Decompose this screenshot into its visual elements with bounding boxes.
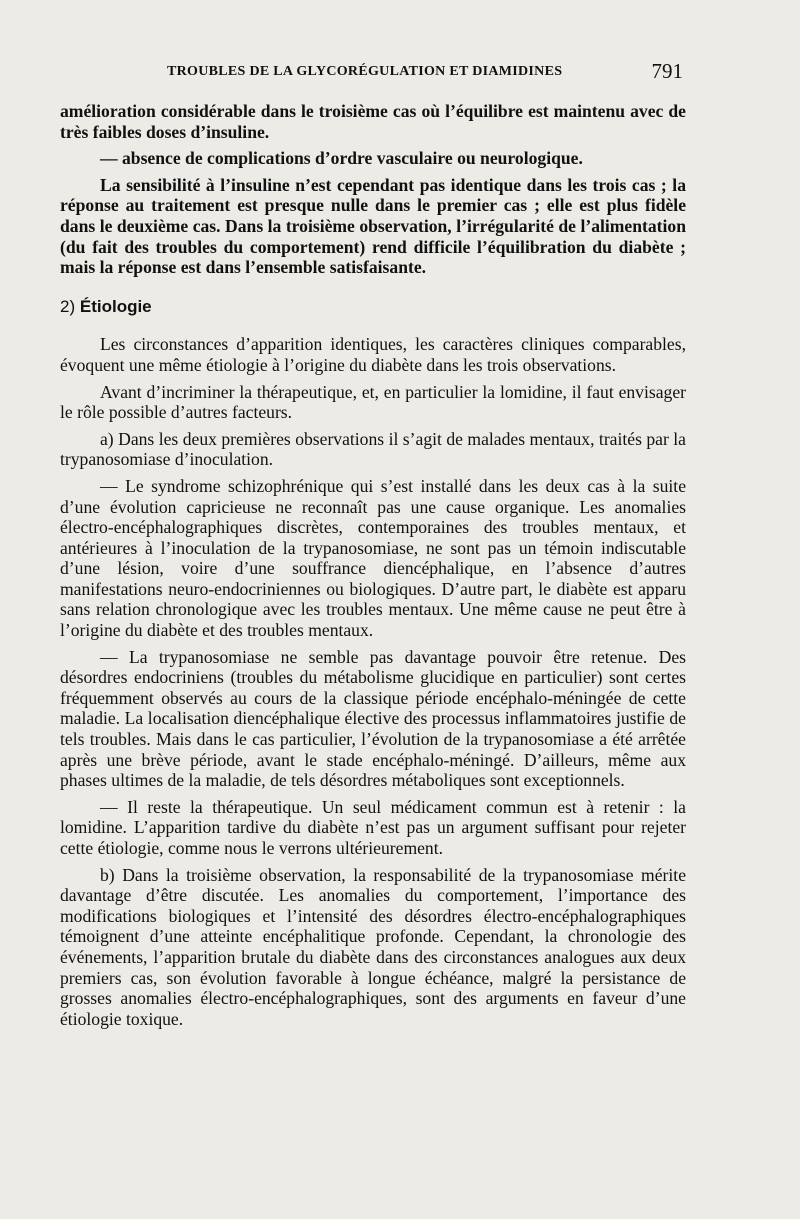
paragraph: Les circonstances d’apparition identiques, les caractères cliniques comparables, évoquent une même étiologie à l’origine du diabète dans les trois observations. [60, 334, 686, 375]
section-number: 2) [60, 296, 76, 316]
paragraph: — La trypanosomiase ne semble pas davantage pouvoir être retenue. Des désordres endocriniens (troubles du métabolisme glucidique en particulier) sont certes fréquemment observés au cours de la classique période encéphalo-méningée de cette maladie. La localisation diencéphalique élective des processus inflammatoires justifie de tels troubles. Mais dans le cas particulier, l’évolution de la trypanosomiase a été arrêtée après une brève période, avant le stade encéphalo-méningé. D’ailleurs, même aux phases ultimes de la maladie, de tels désordres métaboliques sont exceptionnels. [60, 646, 686, 791]
paragraph: amélioration considérable dans le troisième cas où l’équilibre est maintenu avec de très faibles doses d’insuline. [60, 101, 686, 142]
running-head: TROUBLES DE LA GLYCORÉGULATION ET DIAMIDINES [167, 64, 563, 79]
paragraph: — absence de complications d’ordre vasculaire ou neurologique. [100, 148, 583, 169]
section-heading [60, 297, 686, 318]
section-title: Étiologie [79, 296, 152, 316]
paragraph: — Le syndrome schizophrénique qui s’est installé dans les deux cas à la suite d’une évolution capricieuse ne reconnaît pas une cause organique. Les anomalies électro-encéphalographiques discrètes, contemporaines des troubles mentaux, et antérieures à l’inoculation de la trypanosomiase, ne sont pas un témoin indiscutable d’une lésion, voire d’une souffrance diencéphalique, en l’absence d’autres manifestations neuro-endocriniennes ou biologiques. D’autre part, le diabète est apparu sans relation chronologique avec les troubles mentaux. Une même cause ne peut être à l’origine du diabète et des troubles mentaux. [60, 475, 686, 641]
paragraph: La sensibilité à l’insuline n’est cependant pas identique dans les trois cas ; la réponse au traitement est presque nulle dans le premier cas ; elle est plus fidèle dans le deuxième cas. Dans la troisième observation, l’irrégularité de l’alimentation (du fait des troubles du comportement) rend difficile l’équilibration du diabète ; mais la réponse est dans l’ensemble satisfaisante. [60, 174, 686, 278]
page-body [60, 101, 686, 1029]
page-header [60, 59, 686, 84]
paragraph: — Il reste la thérapeutique. Un seul médicament commun est à retenir : la lomidine. L’apparition tardive du diabète n’est pas un argument suffisant pour rejeter cette étiologie, comme nous le verrons ultérieurement. [60, 796, 686, 858]
paragraph: Avant d’incriminer la thérapeutique, et, en particulier la lomidine, il faut envisager le rôle possible d’autres facteurs. [60, 381, 686, 423]
page-number: 791 [651, 59, 683, 83]
paragraph: b) Dans la troisième observation, la responsabilité de la trypanosomiase mérite davantage d’être discutée. Les anomalies du comportement, l’importance des modifications biologiques et l’intensité des désordres électro-encéphalographiques témoignent d’une atteinte encéphalitique profonde. Cependant, la chronologie des événements, l’apparition brutale du diabète dans des circonstances analogues aux deux premiers cas, son évolution favorable à longue échéance, malgré la persistance de grosses anomalies électro-encéphalographiques, sont des arguments en faveur d’une étiologie toxique. [60, 864, 686, 1029]
paragraph: a) Dans les deux premières observations il s’agit de malades mentaux, traités par la trypanosomiase d’inoculation. [60, 428, 686, 470]
